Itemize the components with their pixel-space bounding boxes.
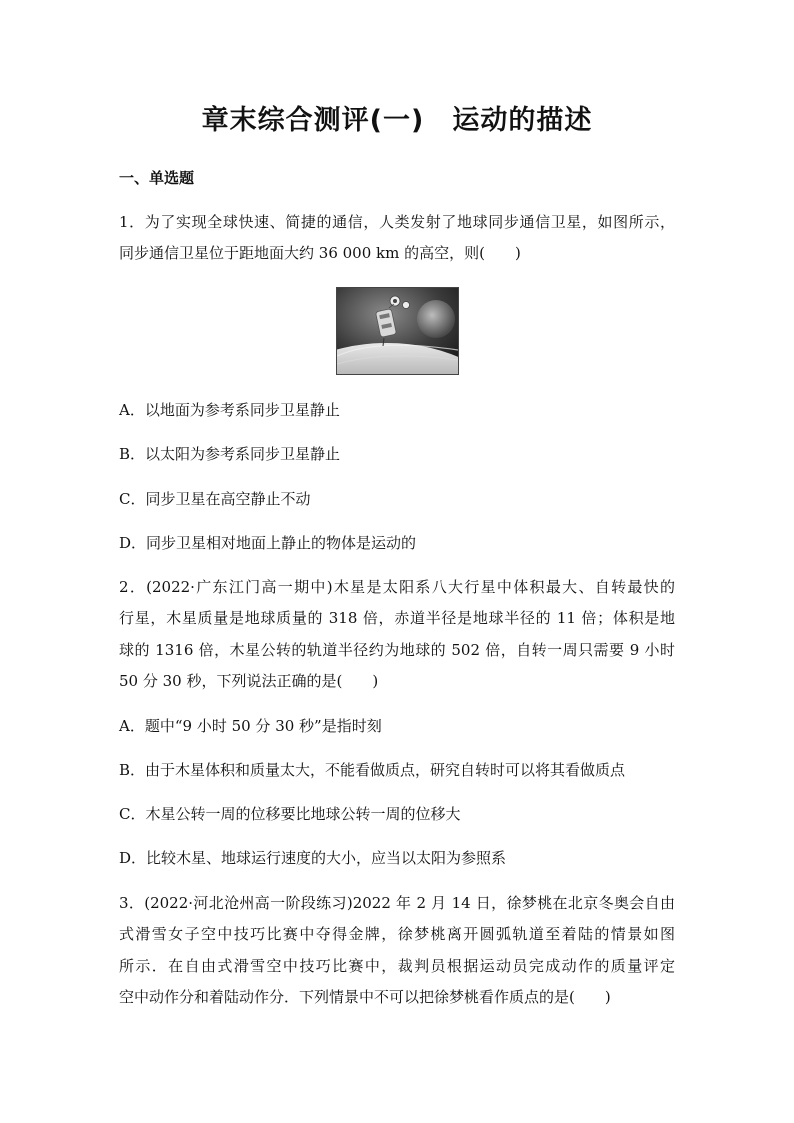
satellite-figure: [336, 287, 459, 375]
question-1-option-b: B．以太阳为参考系同步卫星静止: [119, 445, 341, 463]
question-3-line-3: 所示．在自由式滑雪空中技巧比赛中，裁判员根据运动员完成动作的质量评定: [119, 957, 675, 975]
moon-shape: [417, 300, 455, 338]
question-2-option-b: B．由于木星体积和质量太大，不能看做质点，研究自转时可以将其看做质点: [119, 761, 626, 779]
question-2-option-c: C．木星公转一周的位移要比地球公转一周的位移大: [119, 805, 461, 823]
satellite-illustration: [337, 288, 458, 374]
question-2-option-a: A．题中“9 小时 50 分 30 秒”是指时刻: [119, 717, 382, 735]
question-2-option-d: D．比较木星、地球运行速度的大小，应当以太阳为参照系: [119, 849, 507, 867]
question-1-option-c: C．同步卫星在高空静止不动: [119, 490, 311, 508]
question-2-line-1: 2．(2022·广东江门高一期中)木星是太阳系八大行星中体积最大、自转最快的: [119, 578, 675, 596]
question-2-line-4: 50 分 30 秒，下列说法正确的是( ): [119, 672, 379, 690]
question-3-line-1: 3．(2022·河北沧州高一阶段练习)2022 年 2 月 14 日，徐梦桃在北京冬奥会自由: [119, 894, 675, 912]
question-3-line-4: 空中动作分和着陆动作分．下列情景中不可以把徐梦桃看作质点的是( ): [119, 988, 611, 1006]
page-title: 章末综合测评(一) 运动的描述: [201, 105, 593, 136]
question-1-line-2: 同步通信卫星位于距地面大约 36 000 km 的高空，则( ): [119, 244, 521, 262]
question-1-line-1: 1．为了实现全球快速、简捷的通信，人类发射了地球同步通信卫星，如图所示，: [119, 213, 675, 231]
question-2-line-2: 行星，木星质量是地球质量的 318 倍，赤道半径是地球半径的 11 倍；体积是地: [119, 609, 675, 627]
section-heading: 一、单选题: [119, 169, 195, 187]
question-2-line-3: 球的 1316 倍，木星公转的轨道半径约为地球的 502 倍，自转一周只需要 9 小时: [119, 641, 675, 659]
question-1-option-a: A．以地面为参考系同步卫星静止: [119, 401, 340, 419]
question-1-option-d: D．同步卫星相对地面上静止的物体是运动的: [119, 534, 417, 552]
question-3-line-2: 式滑雪女子空中技巧比赛中夺得金牌，徐梦桃离开圆弧轨道至着陆的情景如图: [119, 925, 675, 943]
